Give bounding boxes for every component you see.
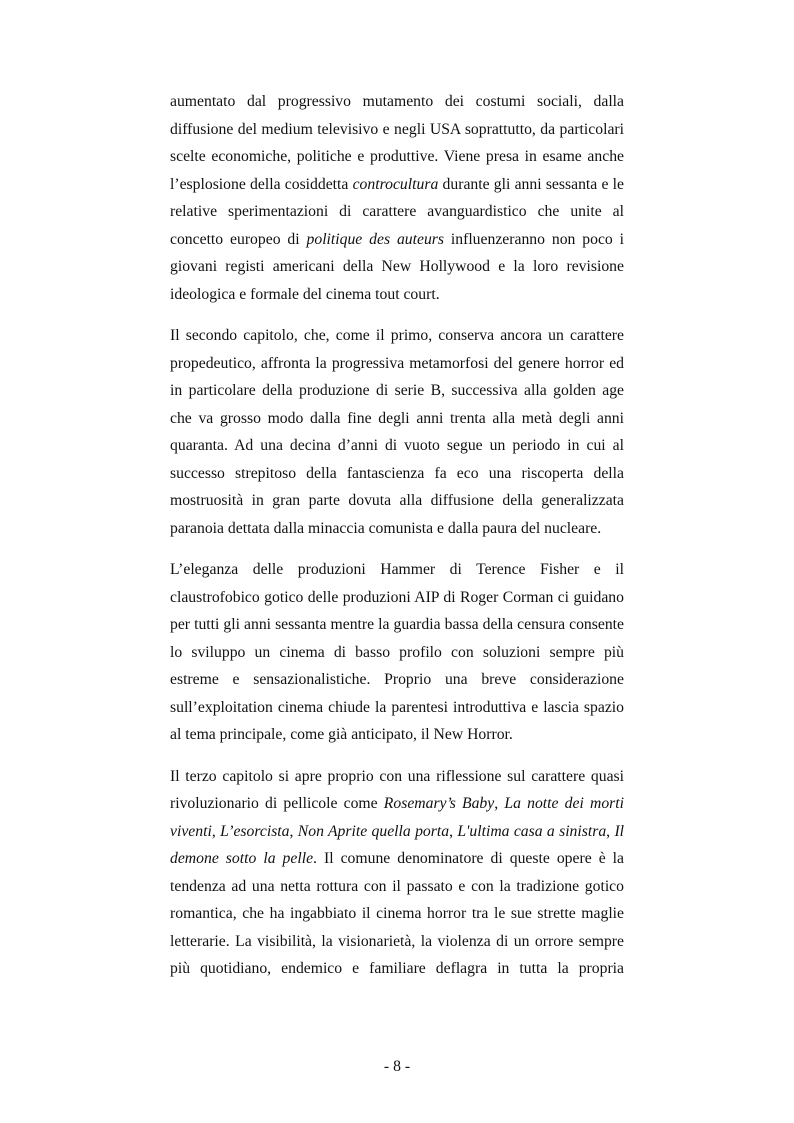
text-segment: , xyxy=(449,822,458,840)
text-segment: , xyxy=(289,822,298,840)
italic-text-segment: controcultura xyxy=(352,175,439,193)
text-segment: L’eleganza delle produzioni Hammer di Terence Fisher e il claustrofobico gotico delle produzioni AIP di Roger Corman ci guidano per tutti gli anni sessanta mentre la guardia bassa della censura consente lo sviluppo un cinema di basso profilo con soluzioni sempre più estreme e sensazionalistiche. Proprio una breve considerazione sull’exploitation cinema chiude la parentesi introduttiva e lascia spazio al tema principale, come già anticipato, il New Horror. xyxy=(170,561,624,743)
text-segment: Il secondo capitolo, che, come il primo, conserva ancora un carattere propedeutico, affronta la progressiva metamorfosi del genere horror ed in particolare della produzione di serie B, successiva alla golden age che va grosso modo dalla fine degli anni trenta alla metà degli anni quaranta. Ad una decina d’anni di vuoto segue un periodo in cui al successo strepitoso della fantascienza fa eco una riscoperta della mostruosità in gran parte dovuta alla diffusione della generalizzata paranoia dettata dalla minaccia comunista e dalla paura del nucleare. xyxy=(170,327,624,537)
paragraph xyxy=(170,556,624,749)
paragraph xyxy=(170,763,624,983)
text-segment: aumentato dal progressivo mutamento dei costumi sociali, dalla diffusione del medium televisivo e negli USA soprattutto, da particolari scelte economiche, politiche e produttive. Viene presa in esame anche l’esplosione della cosiddetta xyxy=(170,93,624,193)
italic-text-segment: Non Aprite quella porta xyxy=(297,822,450,840)
text-segment: influenzeranno non poco i giovani registi americani della New Hollywood e la loro revisione ideologica e formale del cinema tout court. xyxy=(170,230,624,303)
italic-text-segment: L’esorcista xyxy=(220,822,290,840)
text-segment: . Il comune denominatore di queste opere è la tendenza ad una netta rottura con il passato e con la tradizione gotico romantica, che ha ingabbiato il cinema horror tra le sue strette maglie letterarie. La visibilità, la visionarietà, la violenza di un orrore sempre più quotidiano, endemico e familiare deflagra in tutta la propria xyxy=(170,850,624,977)
text-segment: Il terzo capitolo si apre proprio con una riflessione sul carattere quasi rivoluzionario di pellicole come xyxy=(170,767,624,812)
italic-text-segment: politique des auteurs xyxy=(306,230,445,248)
text-segment: , xyxy=(494,795,505,812)
italic-text-segment: Il demone sotto la pelle xyxy=(170,822,625,867)
text-segment: durante gli anni sessanta e le relative sperimentazioni di carattere avanguardistico che unite al concetto europeo di xyxy=(170,175,624,248)
text-segment: , xyxy=(211,822,221,840)
italic-text-segment: L'ultima casa a sinistra xyxy=(457,822,607,840)
text-segment: , xyxy=(606,822,615,840)
paragraph xyxy=(170,322,624,542)
italic-text-segment: Rosemary’s Baby xyxy=(383,795,495,812)
paragraph xyxy=(170,88,624,308)
page-body xyxy=(170,88,624,997)
page-number: - 8 - xyxy=(383,1058,411,1075)
italic-text-segment: La notte dei morti viventi xyxy=(170,795,624,840)
